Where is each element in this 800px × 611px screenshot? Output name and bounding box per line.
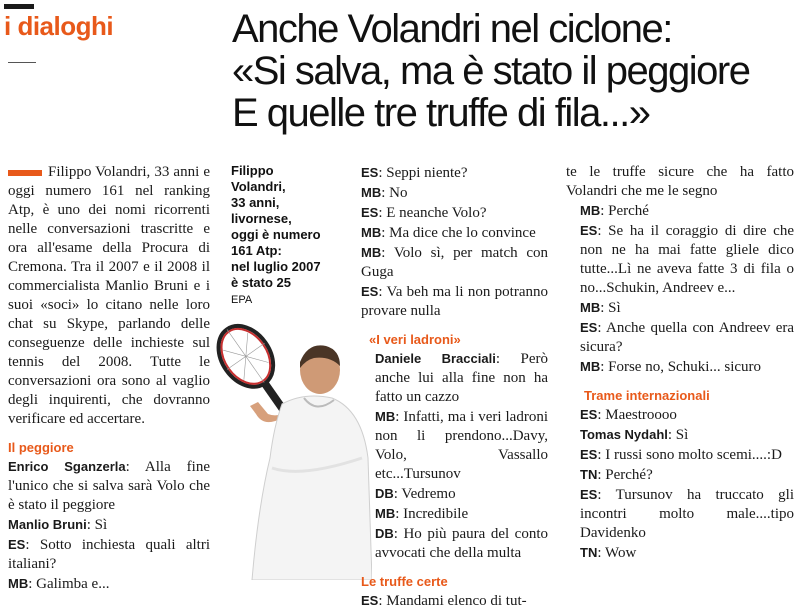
dialogue-line (8, 457, 210, 515)
lead-paragraph: Filippo Volandri, 33 anni e oggi numero 161 nel ranking Atp, è uno dei nomi ricorrenti nelle conversazioni trascritte e ora all'esame della Procura di Cremona. Tra il 2007 e il 2008 il commercialista Manlio Bruni e i suoi «soci» lo citano nelle loro chat su Skype, parlando delle conseguenze delle inchieste sul tennis del 2008. Tutte le conversazioni ora sono al vaglio degli inquirenti, che dovranno verificare ed accertare. (8, 164, 210, 427)
speaker-name: Manlio Bruni (8, 517, 87, 532)
dialogue-text: : Maestroooo (597, 407, 677, 423)
dialogue-line (361, 203, 548, 223)
caption-line: 161 Atp: (231, 243, 282, 258)
dialogue-text: : Galimba e... (28, 576, 110, 592)
speaker-name: TN (580, 545, 598, 560)
speaker-name: ES (580, 320, 598, 335)
photo-credit: EPA (231, 294, 253, 306)
speaker-name: ES (580, 487, 598, 502)
caption-line: livornese, (231, 211, 292, 226)
dialogue-text: : Però anche lui alla fine non ha fatto un cazzo (375, 351, 548, 405)
rubric-rule (8, 62, 36, 63)
headline-line-1: Anche Volandri nel ciclone: (232, 7, 672, 51)
dialogue-line (566, 425, 794, 445)
column-3 (566, 163, 794, 563)
caption-line: Volandri, (231, 179, 286, 194)
dialogue-text: : Vedremo (393, 486, 456, 502)
speaker-name: MB (580, 300, 601, 315)
dialogue-text: : Incredibile (395, 506, 469, 522)
dialogue-line (566, 221, 794, 298)
dialogue-text: : Forse no, Schuki... sicuro (600, 359, 762, 375)
dialogue-text: : No (381, 185, 408, 201)
dialogue-text: : E neanche Volo? (378, 205, 487, 221)
caption-line: 33 anni, (231, 195, 280, 210)
speaker-name: Enrico Sganzerla (8, 459, 126, 474)
dialogue-block-1 (8, 457, 210, 594)
speaker-name: MB (580, 203, 601, 218)
dialogue-line (361, 243, 548, 282)
dialogue-text: : Va beh ma li non potranno provare nulla (361, 284, 548, 319)
dialogue-text: : Mandami elenco di tut- (378, 593, 527, 609)
dialogue-block-2c (361, 591, 548, 611)
dialogue-text: : Infatti, ma i veri ladroni non li prendono...Davy, Volo, Vassallo etc...Tursunov (375, 409, 548, 482)
dialogue-line (8, 515, 210, 535)
dialogue-line (566, 201, 794, 221)
dialogue-text: : Seppi niente? (378, 165, 468, 181)
speaker-name: ES (361, 205, 379, 220)
dialogue-line (566, 298, 794, 318)
dialogue-text: : Perché? (597, 467, 653, 483)
dialogue-block-2a (361, 163, 548, 321)
speaker-name: MB (8, 576, 29, 591)
column-1 (8, 163, 210, 594)
speaker-name: TN (580, 467, 598, 482)
headline (232, 8, 800, 134)
speaker-name: MB (375, 409, 396, 424)
dialogue-line (361, 349, 548, 407)
speaker-name: ES (8, 537, 26, 552)
dialogue-line (361, 484, 548, 504)
subhead-truffe-certe: Le truffe certe (361, 574, 448, 589)
dialogue-text: : Perché (600, 203, 649, 219)
dialogue-line (361, 407, 548, 484)
dialogue-text: : Sì (86, 517, 108, 533)
speaker-name: MB (361, 185, 382, 200)
dialogue-text: : Tursunov ha truccato gli incontri molto male....tipo Davidenko (580, 487, 794, 541)
dialogue-line (566, 357, 794, 377)
speaker-name: DB (375, 526, 394, 541)
caption-line: oggi è numero (231, 227, 321, 242)
subhead-trame-internazionali: Trame internazionali (584, 388, 710, 403)
column-2 (361, 163, 548, 611)
subhead-veri-ladroni: «I veri ladroni» (369, 332, 461, 347)
dialogue-block-3b (566, 405, 794, 563)
speaker-name: MB (580, 359, 601, 374)
dialogue-block-2b (361, 349, 548, 563)
dialogue-text: : Ma dice che lo convince (381, 225, 536, 241)
speaker-name: Daniele Bracciali (375, 351, 496, 366)
dialogue-text: : Anche quella con Andreev era sicura? (580, 320, 794, 355)
speaker-name: ES (361, 284, 379, 299)
dialogue-text: : Se ha il coraggio di dire che non ne ha mai fatte gliele dico tutte...Lì ne aveva fatte 3 di fila o no...Schukin, Andreev e... (580, 223, 794, 296)
speaker-name: MB (361, 225, 382, 240)
dialogue-line (361, 591, 548, 611)
dialogue-line (361, 504, 548, 524)
speaker-name: MB (375, 506, 396, 521)
dialogue-text: te le truffe sicure che ha fatto Volandri che me le segno (566, 164, 794, 199)
dialogue-line (566, 465, 794, 485)
dialogue-line (566, 405, 794, 425)
rubric-bar (4, 4, 34, 9)
headline-line-3: E quelle tre truffe di fila...» (232, 91, 650, 135)
caption-line: è stato 25 (231, 275, 291, 290)
dialogue-line (566, 485, 794, 543)
dialogue-line (361, 223, 548, 243)
dialogue-text: : Ho più paura del conto avvocati che della multa (375, 526, 548, 561)
dialogue-line (8, 574, 210, 594)
photo-caption (231, 163, 343, 308)
speaker-name: Tomas Nydahl (580, 427, 668, 442)
dialogue-text: : Wow (597, 545, 637, 561)
speaker-name: ES (580, 447, 598, 462)
speaker-name: DB (375, 486, 394, 501)
dialogue-line (566, 445, 794, 465)
speaker-name: MB (361, 245, 382, 260)
caption-line: nel luglio 2007 (231, 259, 321, 274)
speaker-name: ES (580, 223, 598, 238)
dialogue-line (361, 282, 548, 321)
dialogue-line (361, 183, 548, 203)
section-label: i dialoghi (4, 11, 114, 41)
dialogue-line (566, 318, 794, 357)
dialogue-text: : Alla fine l'unico che si salva sarà Volo che è stato il peggiore (8, 459, 210, 513)
dialogue-line (361, 524, 548, 563)
speaker-name: ES (580, 407, 598, 422)
dialogue-line (361, 163, 548, 183)
lead-marker (8, 170, 42, 176)
dialogue-text: : Sì (600, 300, 621, 316)
dialogue-text: : Sotto inchiesta quali altri italiani? (8, 537, 210, 572)
dialogue-line (8, 535, 210, 574)
headline-line-2: «Si salva, ma è stato il peggiore (232, 49, 750, 93)
caption-line: Filippo (231, 163, 274, 178)
speaker-name: ES (361, 593, 379, 608)
dialogue-line (566, 543, 794, 563)
subhead-peggiore: Il peggiore (8, 440, 74, 455)
dialogue-line (566, 163, 794, 201)
speaker-name: ES (361, 165, 379, 180)
tennis-player-photo (212, 318, 372, 580)
dialogue-text: : I russi sono molto scemi....:D (597, 447, 782, 463)
dialogue-text: : Sì (667, 427, 689, 443)
dialogue-text: : Volo sì, per match con Guga (361, 245, 548, 280)
dialogue-block-3a (566, 163, 794, 377)
